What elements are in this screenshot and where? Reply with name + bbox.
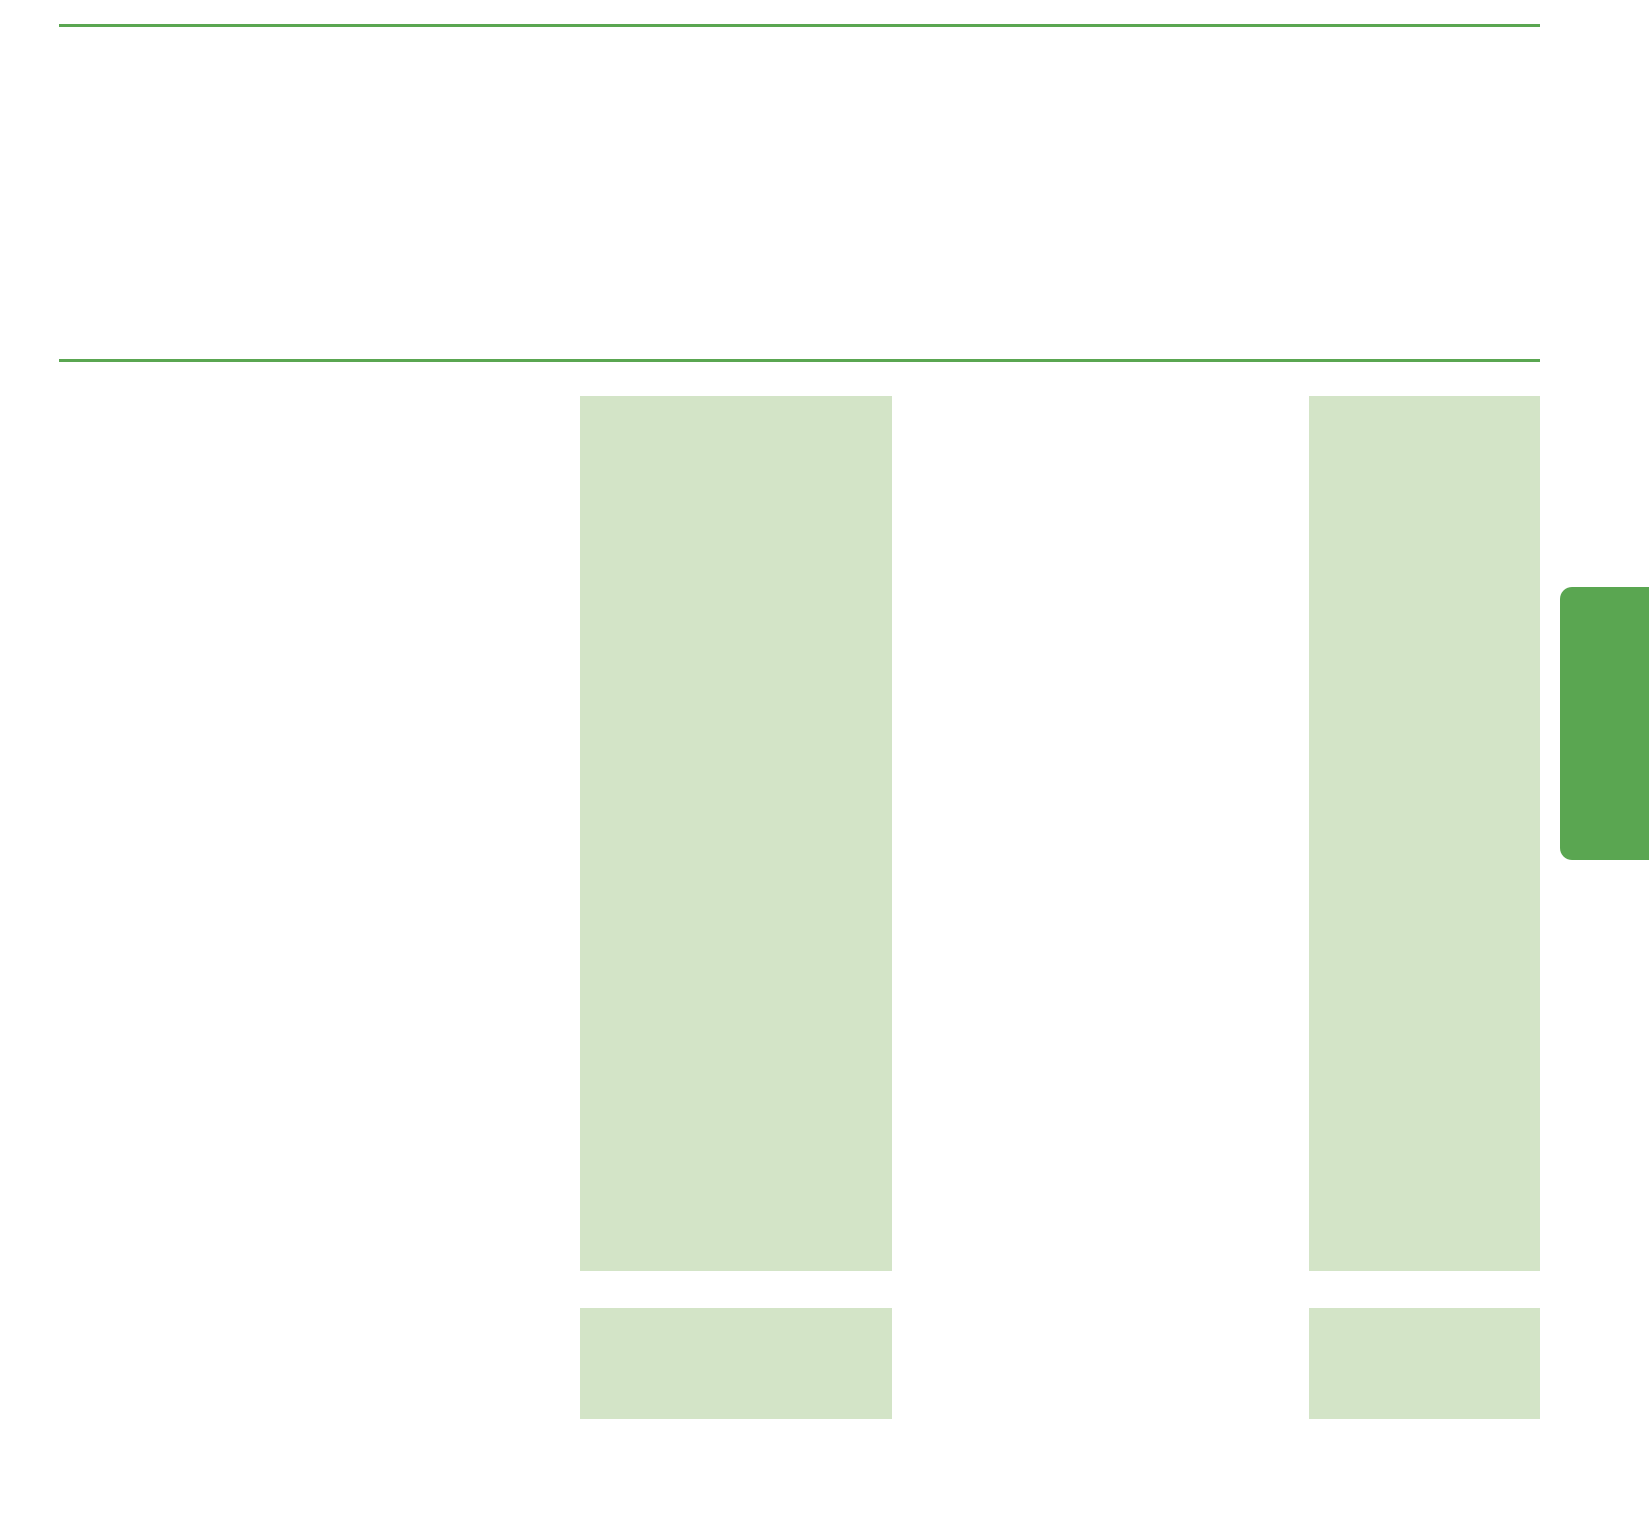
table-top-rule [59,359,1540,362]
shaded-column-agent [1309,396,1540,1271]
shaded-column-group-1 [580,396,892,1271]
shaded-column-agent-new [1309,1308,1540,1419]
shaded-column-group-1-new [580,1308,892,1419]
top-rule [59,24,1540,27]
section-tab-greens [1560,587,1649,860]
